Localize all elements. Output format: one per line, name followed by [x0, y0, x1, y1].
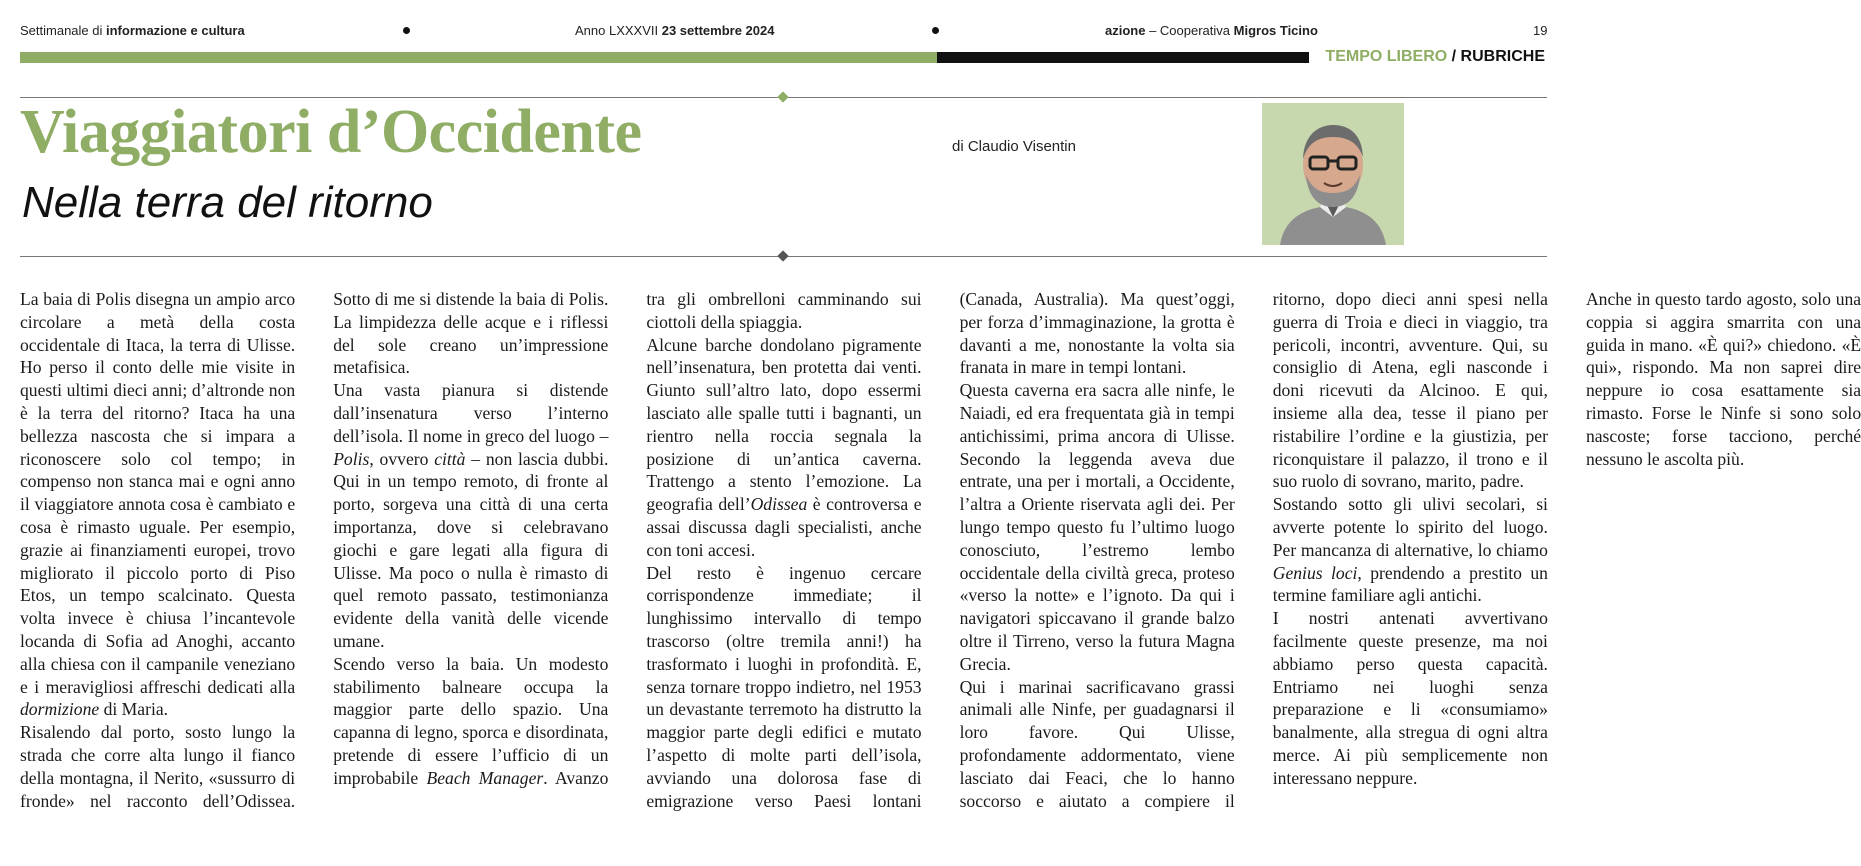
separator-dot — [932, 27, 939, 34]
italic-term: Odissea — [750, 494, 808, 515]
italic-term: città — [434, 448, 466, 469]
masthead-tagline: informazione e cultura — [106, 23, 245, 38]
section-separator: / — [1447, 48, 1461, 65]
italic-term: Polis — [333, 448, 370, 469]
masthead-prefix: Settimanale di — [20, 23, 106, 38]
article-paragraph: Una vasta pianura si distende dall’insenatura verso l’interno dell’isola. Il nome in greco del luogo – Polis, ovvero città – non lascia dubbi. Qui in un tempo remoto, di fronte al porto, sorgeva una città di una certa importanza, dove si celebravano giochi e gare legati alla figura di Ulisse. Ma poco o nulla è rimasto di quel remoto passato, testimonianza evidente della vanità delle vicende umane. — [333, 380, 609, 651]
issue-info — [575, 23, 774, 41]
author-portrait-icon — [1262, 103, 1404, 245]
italic-term: Genius loci — [1272, 562, 1358, 583]
header-black-bar — [937, 52, 1309, 63]
article-paragraph: Scendo verso la baia. Un modesto stabilimento balneare occupa la maggior parte dello spazio. Una capanna di legno, sporca e disordinata, pretende di essere l’ufficio di un improbabile Beach Manager. Avanzo tra gli ombrelloni camminando sui ciottoli della spiaggia. — [333, 289, 922, 788]
separator-dot — [403, 27, 410, 34]
page-number: 19 — [1533, 23, 1548, 38]
italic-term: dormizione — [20, 699, 100, 720]
article-paragraph: Questa caverna era sacra alle ninfe, le Naiadi, ed era frequentata già in tempi antichissimi, prima ancora di Ulisse. Secondo la leggenda aveva due entrate, una per i mortali, a Occidente, l’altra a Oriente riservata agli dei. Per lungo tempo questo fu l’ultimo luogo conosciuto, l’estremo lembo occidentale della civiltà greca, proteso «verso la notte» e l’ignoto. Da qui i navigatori spiccavano il grande balzo oltre il Tirreno, verso la futura Magna Grecia. — [959, 380, 1235, 674]
article-paragraph: Qui i marinai sacrificavano grassi animali alle Ninfe, per guadagnarsi il loro favore. Qui Ulisse, profondamente addormentato, viene lasciato dai Feaci, che lo hanno soccorso e aiutato a compiere il ritorno, dopo dieci anni spesi nella guerra di Troia e dieci in viaggio, tra pericoli, incontri, avventure. Qui, su consiglio di Atena, egli nasconde i doni ricevuti da Alcinoo. E qui, insieme alla dea, tesse il piano per ristabilire l’ordine e la giustizia, per riconquistare il palazzo, il trono e il suo ruolo di sovrano, marito, padre. — [959, 289, 1548, 811]
article-paragraph: Anche in questo tardo agosto, solo una coppia si aggira smarrita con una guida in mano. «È qui?» chiedono. «È qui», rispondo. Ma non saprei dire neppure io cosa esattamente sia rimasto. Forse le Ninfe si sono solo nascoste; forse tacciono, perché nessuno le ascolta più. — [1585, 289, 1861, 469]
publisher-prefix: – Cooperativa — [1145, 23, 1234, 38]
masthead-left — [20, 23, 245, 41]
divider-diamond-icon — [777, 91, 788, 102]
author-avatar — [1262, 103, 1404, 245]
section-sub: RUBRICHE — [1460, 48, 1545, 65]
italic-term: Beach Manager — [426, 767, 544, 788]
issue-year: Anno LXXXVII — [575, 23, 662, 38]
divider-diamond-icon — [777, 250, 788, 261]
article-paragraph: Del resto è ingenuo cercare corrispondenze immediate; il lunghissimo intervallo di tempo trascorso (oltre tremila anni!) ha trasformato i luoghi in profondità. E, senza tornare troppo indietro, nel 1953 un devastante terremoto ha distrutto la maggior parte degli edifici e mutato l’aspetto di molte parti dell’isola, avviando una dolorosa fase di emigrazione verso Paesi lontani (Canada, Australia). Ma quest’oggi, per forza d’immaginazione, la grotta è davanti a me, nonostante la volta sia franata in mare in tempi lontani. — [646, 289, 1235, 811]
article-paragraph: Risalendo dal porto, sosto lungo la strada che corre alta lungo il fianco della montagna, il Nerito, «sussurro di fronde» nel racconto dell’Odissea. Sotto di me si distende la baia di Polis. La limpidezza delle acque e i riflessi del sole creano un’impressione metafisica. — [20, 289, 609, 811]
article-paragraph: Sostando sotto gli ulivi secolari, si avverte potente lo spirito del luogo. Per mancanza di alternative, lo chiamo Genius loci, prendendo a prestito un termine familiare agli antichi. — [1272, 494, 1548, 606]
author-byline: di Claudio Visentin — [952, 138, 1076, 155]
section-label — [1325, 48, 1545, 66]
publisher-name: Migros Ticino — [1233, 23, 1318, 38]
article-paragraph: La baia di Polis disegna un ampio arco circolare a metà della costa occidentale di Itaca, la terra di Ulisse. Ho perso il conto delle mie visite in questi ultimi dieci anni; d’altronde non è la terra del ritorno? Itaca ha una bellezza nascosta che si impara a riconoscere solo col tempo; in compenso non stanca mai e ogni anno il viaggiatore annota cosa è cambiato e cosa è rimasto uguale. Per esempio, grazie ai finanziamenti europei, trovo migliorato il piccolo porto di Piso Etos, un tempo scalcinato. Questa volta invece è chiusa l’incantevole locanda di Sofia ad Anoghi, accanto alla chiesa con il campanile veneziano e i meravigliosi affreschi dedicati alla dormizione di Maria. — [20, 289, 296, 720]
issue-date: 23 settembre 2024 — [661, 23, 775, 38]
section-main: TEMPO LIBERO — [1325, 48, 1448, 65]
publication-name: azione — [1105, 23, 1146, 38]
article-paragraph: Alcune barche dondolano pigramente nell’insenatura, ben protetta dai venti. Giunto sull’altro lato, dopo essermi lasciato alle spalle tutti i bagnanti, un rientro nella roccia segnala la posizione di un’antica caverna. Trattengo a stento l’emozione. La geografia dell’Odissea è controversa e assai discussa dagli specialisti, anche con toni accesi. — [646, 334, 922, 560]
article-headline: Nella terra del ritorno — [22, 178, 433, 227]
article-paragraph: I nostri antenati avvertivano facilmente queste presenze, ma noi abbiamo perso questa capacità. Entriamo nei luoghi senza preparazione e li «consumiamo» banalmente, alla stregua di ogni altra merce. Ai più semplicemente non interessano neppure. — [1272, 608, 1548, 788]
column-title: Viaggiatori d’Occidente — [20, 98, 642, 166]
article-body — [20, 288, 1861, 828]
header-accent-bar — [20, 52, 937, 63]
publisher-info — [1105, 23, 1318, 41]
